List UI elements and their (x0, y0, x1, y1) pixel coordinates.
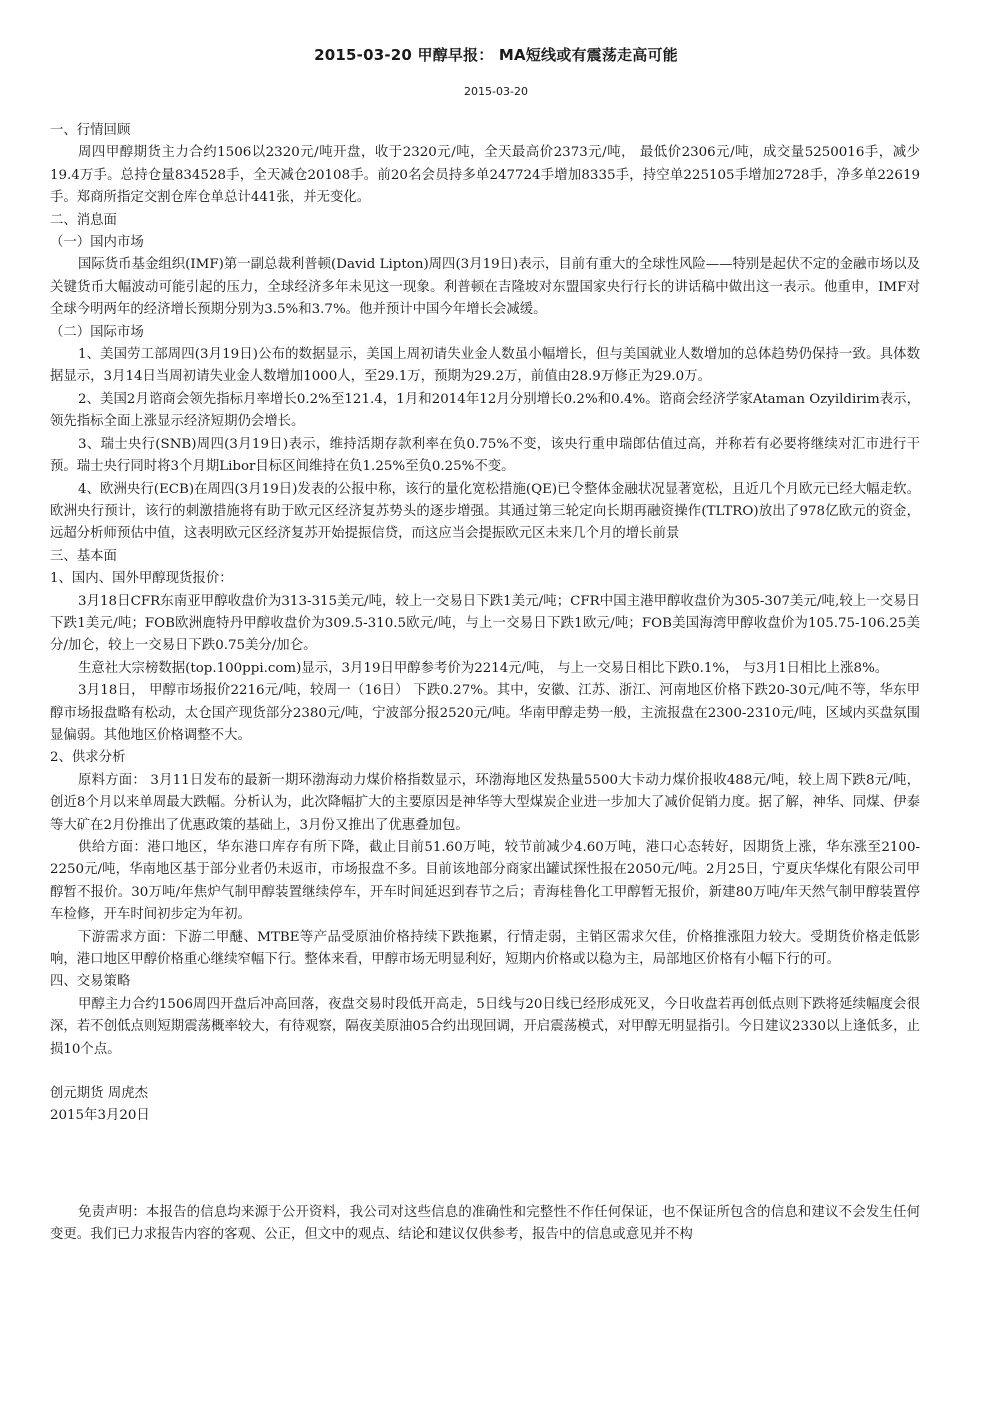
strategy-paragraph: 甲醇主力合约1506周四开盘后冲高回落，夜盘交易时段低开高走，5日线与20日线已经形成死叉，今日收盘若再创低点则下跌将延续幅度会很深，若不创低点则短期震荡概率较大，有待观察，隔夜美原油05合约出现回调，开启震荡模式，对甲醇无明显指引。今日建议2330以上逢低多，止损10个点。 (50, 996, 920, 1057)
intl-news-paragraph-4: 4、欧洲央行(ECB)在周四(3月19日)发表的公报中称，该行的量化宽松措施(QE)已令整体金融状况显著宽松，且近几个月欧元已经大幅走软。欧洲央行预计，该行的刺激措施将有助于欧元区经济复苏势头的逐步增强。其通过第三轮定向长期再融资操作(TLTRO)放出了978亿欧元的资金，远超分析师预估中值，这表明欧元区经济复苏开始提振信贷，而这应当会提振欧元区未来几个月的增长前景 (50, 481, 920, 542)
intl-news-paragraph-1: 1、美国劳工部周四(3月19日)公布的数据显示，美国上周初请失业金人数虽小幅增长，但与美国就业人数增加的总体趋势仍保持一致。具体数据显示，3月14日当周初请失业金人数增加1000人，至29.1万，预期为29.2万，前值由28.9万修正为29.0万。 (50, 347, 920, 385)
domestic-news-paragraph: 国际货币基金组织(IMF)第一副总裁利普顿(David Lipton)周四(3月19日)表示，目前有重大的全球性风险——特别是起伏不定的金融市场以及关键货币大幅波动可能引起的压力，全球经济多年未见这一现象。利普顿在吉隆坡对东盟国家央行行长的讲话稿中做出这一表示。他重申，IMF对全球今明两年的经济增长预期分别为3.5%和3.7%。他并预计中国今年增长会减缓。 (50, 257, 920, 318)
document-date: 2015-03-20 (464, 85, 528, 98)
spacer (50, 1061, 920, 1083)
intl-news-paragraph-3: 3、瑞士央行(SNB)周四(3月19日)表示，维持活期存款利率在负0.75%不变，该央行重申瑞郎估值过高，并称若有必要将继续对汇市进行干预。瑞士央行同时将3个月期Libor目标区间维持在负1.25%至负0.25%不变。 (50, 436, 920, 475)
section-heading-news: 二、消息面 (50, 212, 117, 228)
document-body (50, 120, 920, 1247)
signature-author: 创元期货 周虎杰 (50, 1086, 148, 1102)
spacer (50, 1128, 920, 1202)
disclaimer-paragraph: 免责声明：本报告的信息均来源于公开资料，我公司对这些信息的准确性和完整性不作任何保证，也不保证所包含的信息和建议不会发生任何变更。我们已力求报告内容的客观、公正，但文中的观点、结论和建议仅供参考，报告中的信息或意见并不构 (50, 1204, 920, 1243)
spot-price-paragraph-2: 生意社大宗榜数据(top.100ppi.com)显示，3月19日甲醇参考价为2214元/吨， 与上一交易日相比下跌0.1%， 与3月1日相比上涨8%。 (78, 660, 889, 676)
supply-demand-paragraph-demand: 下游需求方面：下游二甲醚、MTBE等产品受原油价格持续下跌拖累，行情走弱，主销区需求欠佳，价格推涨阻力较大。受期货价格走低影响，港口地区甲醇价格重心继续窄幅下行。整体来看，甲醇市场无明显利好，短期内价格或以稳为主，局部地区价格有小幅下行的可。 (50, 929, 920, 968)
supply-demand-paragraph-supply: 供给方面：港口地区，华东港口库存有所下降，截止目前51.60万吨，较节前减少4.60万吨，港口心态转好，因期货上涨，华东涨至2100-2250元/吨，华南地区基于部分业者仍未返市，市场报盘不多。目前该地部分商家出罐试探性报在2050元/吨。2月25日，宁夏庆华煤化有限公司甲醇暂不报价。30万吨/年焦炉气制甲醇装置继续停车，开车时间延迟到春节之后；青海桂鲁化工甲醇暂无报价，新建80万吨/年天然气制甲醇装置停车检修，开车时间初步定为年初。 (50, 840, 920, 923)
subheading-domestic-market: （一）国内市场 (50, 235, 144, 251)
supply-demand-paragraph-raw: 原料方面： 3月11日发布的最新一期环渤海动力煤价格指数显示，环渤海地区发热量5500大卡动力煤价报收488元/吨，较上周下跌8元/吨，创近8个月以来单周最大跌幅。分析认为，此次降幅扩大的主要原因是神华等大型煤炭企业进一步加大了减价促销力度。据了解，神华、同煤、伊泰等大矿在2月份推出了优惠政策的基础上，3月份又推出了优惠叠加包。 (50, 772, 920, 833)
spot-price-paragraph-1: 3月18日CFR东南亚甲醇收盘价为313-315美元/吨，较上一交易日下跌1美元/吨；CFR中国主港甲醇收盘价为305-307美元/吨,较上一交易日下跌1美元/吨；FOB欧洲鹿特丹甲醇收盘价为309.5-310.5欧元/吨，与上一交易日下跌1欧元/吨；FOB美国海湾甲醇收盘价为105.75-106.25美分/加仑，较上一交易日下跌0.75美分/加仑。 (50, 593, 920, 654)
subheading-spot-prices: 1、国内、国外甲醇现货报价： (50, 571, 233, 587)
spot-price-paragraph-3: 3月18日， 甲醇市场报价2216元/吨，较周一（16日） 下跌0.27%。其中，安徽、江苏、浙江、河南地区价格下跌20-30元/吨不等，华东甲醇市场报盘略有松动，太仓国产现货部分2380元/吨，宁波部分报2520元/吨。华南甲醇走势一般，主流报盘在2300-2310元/吨，区域内买盘氛围显偏弱。其他地区价格调整不大。 (50, 683, 920, 743)
subheading-supply-demand: 2、供求分析 (50, 750, 126, 766)
market-review-paragraph: 周四甲醇期货主力合约1506以2320元/吨开盘，收于2320元/吨，全天最高价2373元/吨， 最低价2306元/吨，成交量5250016手，减少19.4万手。总持仓量834528手，全天减仓20108手。前20名会员持多单247724手增加8335手，持空单225105手增加2728手，净多单22619手。郑商所指定交割仓库仓单总计441张，并无变化。 (50, 145, 920, 206)
section-heading-market-review: 一、行情回顾 (50, 123, 131, 138)
signature-date: 2015年3月20日 (50, 1108, 150, 1124)
intl-news-paragraph-2: 2、美国2月谘商会领先指标月率增长0.2%至121.4，1月和2014年12月分别增长0.2%和0.4%。谘商会经济学家Ataman Ozyildirim表示，领先指标全面上涨显示经济短期仍会增长。 (50, 391, 920, 430)
document-title: 2015-03-20 甲醇早报： MA短线或有震荡走高可能 (314, 46, 678, 64)
subheading-international-market: （二）国际市场 (50, 324, 144, 340)
section-heading-strategy: 四、交易策略 (50, 974, 131, 990)
section-heading-fundamentals: 三、基本面 (50, 548, 117, 564)
